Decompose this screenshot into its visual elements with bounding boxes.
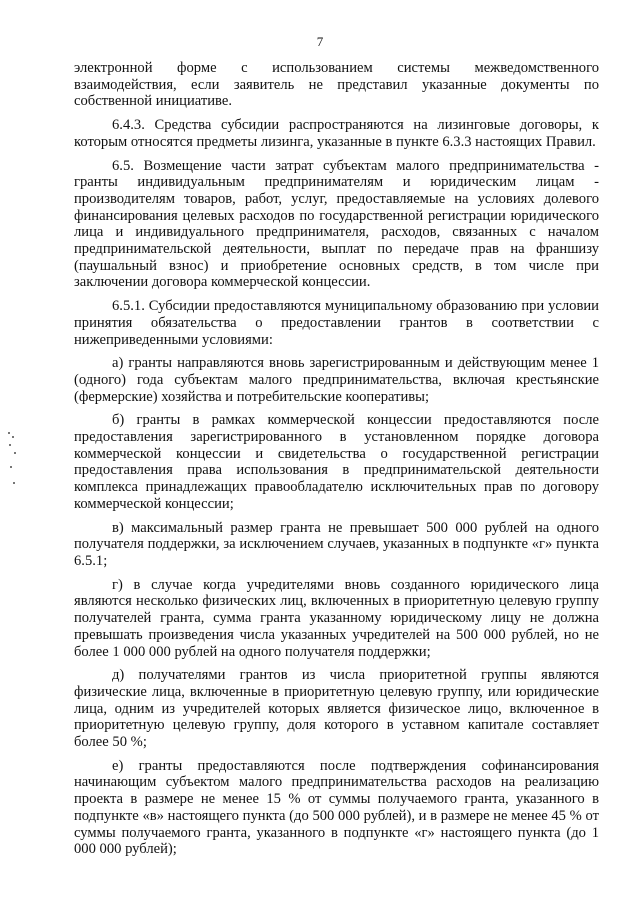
- paragraph-6-4-3: 6.4.3. Средства субсидии распространяются на лизинговые договоры, к которым относятся предметы лизинга, указанные в пункте 6.3.3 настоящих Правил.: [74, 117, 599, 150]
- paragraph-6-5: 6.5. Возмещение части затрат субъектам малого предпринимательства - гранты индивидуальным предпринимателям и юридическим лицам - производителям товаров, работ, услуг, предоставляемые на условиях долевого финансирования целевых расходов по государственной регистрации юридического лица и индивидуального предпринимателя, расходов, связанных с началом предпринимательской деятельности, выплат по передаче прав на франшизу (паушальный взнос) и приобретение основных средств, в том числе при заключении договора коммерческой концессии.: [74, 157, 599, 291]
- subitem-e: е) гранты предоставляются после подтверждения софинансирования начинающим субъектом малого предпринимательства расходов на реализацию проекта в размере не менее 15 % от суммы получаемого гранта, указанного в подпункте «в» настоящего пункта (до 500 000 рублей), и в размере не менее 45 % от суммы получаемого гранта, указанного в подпункте «г» настоящего пункта (до 1 000 000 рублей);: [74, 757, 599, 858]
- subitem-a: а) гранты направляются вновь зарегистрированным и действующим менее 1 (одного) года субъектам малого предпринимательства, включая крестьянские (фермерские) хозяйства и потребительские кооперативы;: [74, 355, 599, 405]
- scan-margin-marks: [6, 432, 18, 492]
- subitem-b: б) гранты в рамках коммерческой концессии предоставляются после предоставления зарегистрированного в установленном порядке договора коммерческой концессии и свидетельства о государственной регистрации предоставления права использования в предпринимательской деятельности комплекса принадлежащих правообладателю исключительных прав по договору коммерческой концессии;: [74, 412, 599, 512]
- subitem-g: г) в случае когда учредителями вновь созданного юридического лица являются несколько физических лиц, включенных в приоритетную целевую группу получателей гранта, сумма гранта указанному юридическому лицу не должна превышать произведения числа указанных учредителей на 500 000 рублей, но не более 1 000 000 рублей на одного получателя поддержки;: [74, 576, 599, 660]
- page-number: 7: [316, 34, 324, 49]
- paragraph-6-5-1: 6.5.1. Субсидии предоставляются муниципальному образованию при условии принятия обязательства о предоставлении грантов в соответствии с нижеприведенными условиями:: [74, 298, 599, 348]
- subitem-d: д) получателями грантов из числа приоритетной группы являются физические лица, включенные в приоритетную целевую группу, или юридические лица, одним из учредителей которых является физическое лицо, включенное в приоритетную целевую группу, доля которого в уставном капитале составляет более 50 %;: [74, 667, 599, 751]
- document-body: [74, 60, 599, 858]
- paragraph-continued: электронной форме с использованием системы межведомственного взаимодействия, если заявитель не представил указанные документы по собственной инициативе.: [74, 60, 599, 110]
- subitem-v: в) максимальный размер гранта не превышает 500 000 рублей на одного получателя поддержки, за исключением случаев, указанных в подпункте «г» пункта 6.5.1;: [74, 519, 599, 569]
